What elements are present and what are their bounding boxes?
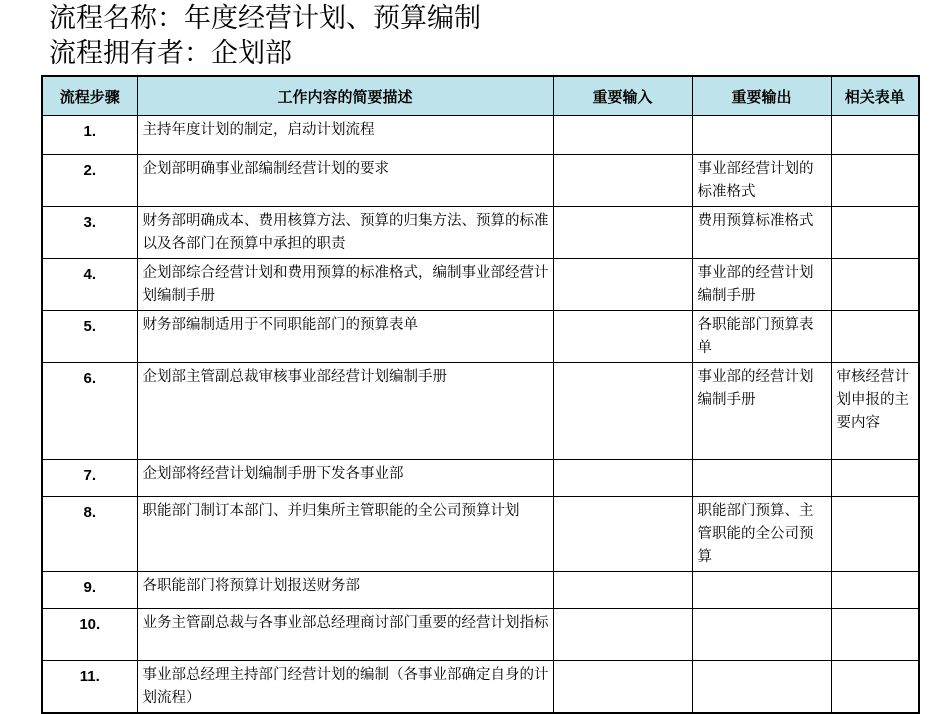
- table-header-row: [42, 76, 919, 116]
- input-cell: [553, 155, 692, 207]
- input-cell: [553, 609, 692, 661]
- input-cell: [553, 259, 692, 311]
- table-row: [42, 661, 919, 713]
- description-cell: 业务主管副总裁与各事业部总经理商讨部门重要的经营计划指标: [137, 609, 553, 661]
- description-cell: 各职能部门将预算计划报送财务部: [137, 572, 553, 609]
- description-cell: 财务部明确成本、费用核算方法、预算的归集方法、预算的标准以及各部门在预算中承担的职责: [137, 207, 553, 259]
- header-description: 工作内容的简要描述: [137, 76, 553, 116]
- output-cell: [692, 116, 831, 155]
- form-cell: [831, 609, 919, 661]
- description-cell: 职能部门制订本部门、并归集所主管职能的全公司预算计划: [137, 497, 553, 572]
- table-row: [42, 497, 919, 572]
- form-cell: [831, 460, 919, 497]
- table-row: [42, 116, 919, 155]
- table-row: [42, 460, 919, 497]
- step-cell: 7.: [42, 460, 137, 497]
- output-cell: [692, 609, 831, 661]
- step-cell: 8.: [42, 497, 137, 572]
- form-cell: [831, 497, 919, 572]
- process-name-title: 流程名称：年度经营计划、预算编制: [49, 3, 481, 34]
- output-cell: 事业部的经营计划编制手册: [692, 259, 831, 311]
- step-cell: 4.: [42, 259, 137, 311]
- form-cell: [831, 311, 919, 363]
- description-cell: 事业部总经理主持部门经营计划的编制（各事业部确定自身的计划流程）: [137, 661, 553, 713]
- form-cell: [831, 116, 919, 155]
- form-cell: [831, 155, 919, 207]
- input-cell: [553, 497, 692, 572]
- step-cell: 9.: [42, 572, 137, 609]
- step-cell: 1.: [42, 116, 137, 155]
- output-cell: [692, 460, 831, 497]
- input-cell: [553, 363, 692, 460]
- step-cell: 2.: [42, 155, 137, 207]
- input-cell: [553, 460, 692, 497]
- input-cell: [553, 311, 692, 363]
- step-cell: 11.: [42, 661, 137, 713]
- output-cell: 职能部门预算、主管职能的全公司预算: [692, 497, 831, 572]
- description-cell: 企划部综合经营计划和费用预算的标准格式，编制事业部经营计划编制手册: [137, 259, 553, 311]
- output-cell: 事业部的经营计划编制手册: [692, 363, 831, 460]
- output-cell: 费用预算标准格式: [692, 207, 831, 259]
- table-row: [42, 155, 919, 207]
- step-cell: 5.: [42, 311, 137, 363]
- form-cell: [831, 661, 919, 713]
- form-cell: [831, 207, 919, 259]
- output-cell: [692, 661, 831, 713]
- step-cell: 10.: [42, 609, 137, 661]
- table-row: [42, 363, 919, 460]
- step-cell: 3.: [42, 207, 137, 259]
- input-cell: [553, 661, 692, 713]
- header-forms: 相关表单: [831, 76, 919, 116]
- output-cell: 各职能部门预算表单: [692, 311, 831, 363]
- form-cell: [831, 259, 919, 311]
- form-cell: [831, 572, 919, 609]
- description-cell: 企划部将经营计划编制手册下发各事业部: [137, 460, 553, 497]
- table-row: [42, 572, 919, 609]
- output-cell: 事业部经营计划的标准格式: [692, 155, 831, 207]
- process-table: [41, 75, 920, 714]
- output-cell: [692, 572, 831, 609]
- description-cell: 企划部明确事业部编制经营计划的要求: [137, 155, 553, 207]
- header-step: 流程步骤: [42, 76, 137, 116]
- table-row: [42, 311, 919, 363]
- input-cell: [553, 572, 692, 609]
- table-row: [42, 609, 919, 661]
- header-input: 重要输入: [553, 76, 692, 116]
- header-output: 重要输出: [692, 76, 831, 116]
- description-cell: 财务部编制适用于不同职能部门的预算表单: [137, 311, 553, 363]
- input-cell: [553, 207, 692, 259]
- description-cell: 企划部主管副总裁审核事业部经营计划编制手册: [137, 363, 553, 460]
- form-cell: 审核经营计划申报的主要内容: [831, 363, 919, 460]
- process-owner-title: 流程拥有者：企划部: [49, 38, 292, 69]
- step-cell: 6.: [42, 363, 137, 460]
- table-row: [42, 207, 919, 259]
- table-row: [42, 259, 919, 311]
- description-cell: 主持年度计划的制定，启动计划流程: [137, 116, 553, 155]
- input-cell: [553, 116, 692, 155]
